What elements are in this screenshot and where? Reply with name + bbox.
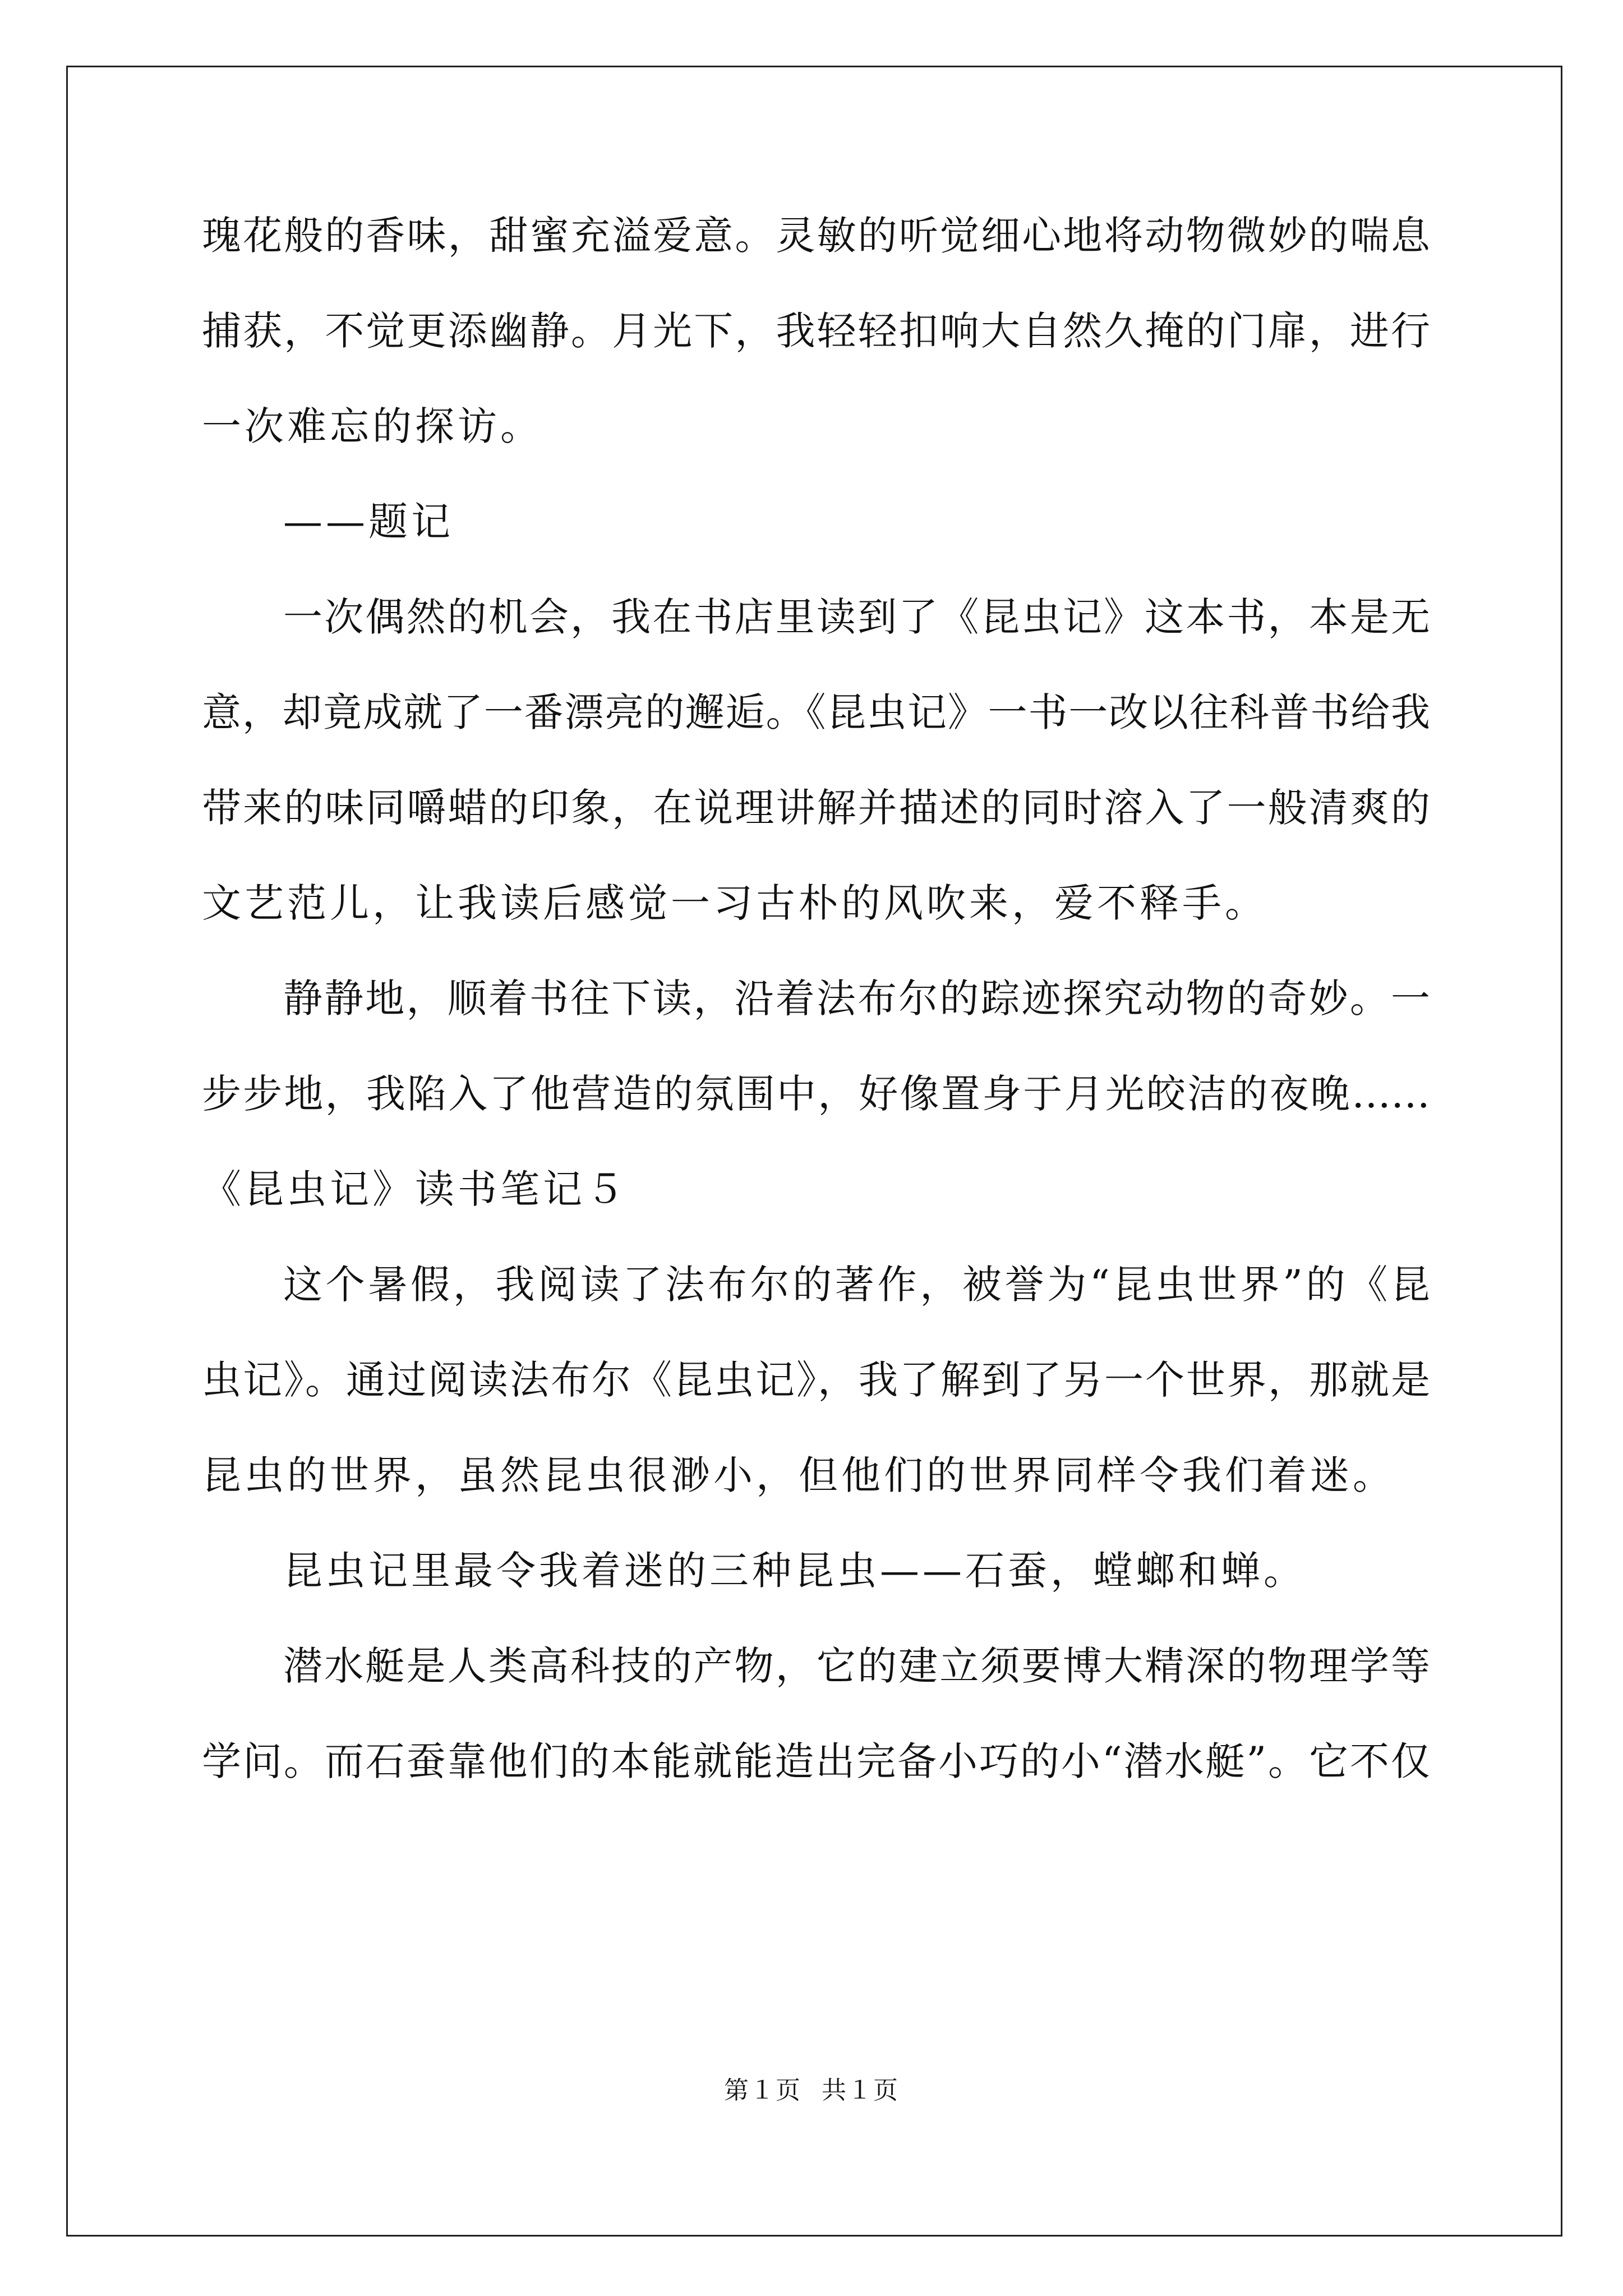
text-line: 捕获，不觉更添幽静。月光下，我轻轻扣响大自然久掩的门扉，进行 — [202, 308, 1430, 354]
text-line: 步步地，我陷入了他营造的氛围中，好像置身于月光皎洁的夜晚…… — [202, 1071, 1430, 1117]
text-line: 昆虫的世界，虽然昆虫很渺小，但他们的世界同样令我们着迷。 — [202, 1452, 1395, 1498]
page-footer — [0, 2070, 1623, 2106]
text-line: 意，却竟成就了一番漂亮的邂逅。《昆虫记》一书一改以往科普书给我 — [202, 689, 1430, 735]
text-line: 这个暑假，我阅读了法布尔的著作，被誉为“昆虫世界”的《昆 — [283, 1262, 1430, 1308]
text-line: 文艺范儿，让我读后感觉一习古朴的风吹来，爱不释手。 — [202, 880, 1267, 926]
text-line: 虫记》。通过阅读法布尔《昆虫记》，我了解到了另一个世界，那就是 — [202, 1357, 1430, 1403]
epigraph-signature: ——题记 — [283, 499, 454, 545]
text-line: 带来的味同嚼蜡的印象，在说理讲解并描述的同时溶入了一般清爽的 — [202, 785, 1430, 831]
text-line: 瑰花般的香味，甜蜜充溢爱意。灵敏的听觉细心地将动物微妙的喘息 — [202, 213, 1430, 259]
text-line: 静静地，顺着书往下读，沿着法布尔的踪迹探究动物的奇妙。一 — [283, 976, 1430, 1022]
text-line: 一次难忘的探访。 — [202, 403, 543, 449]
text-line: 一次偶然的机会，我在书店里读到了《昆虫记》这本书，本是无 — [283, 594, 1430, 640]
text-line: 昆虫记里最令我着迷的三种昆虫——石蚕，螳螂和蝉。 — [283, 1548, 1306, 1594]
page-total: 共１页 — [822, 2076, 899, 2105]
page-border — [66, 66, 1562, 2237]
page-number: 第１页 — [724, 2076, 801, 2105]
section-heading: 《昆虫记》读书笔记５ — [202, 1166, 628, 1212]
text-line: 潜水艇是人类高科技的产物，它的建立须要博大精深的物理学等 — [283, 1643, 1430, 1689]
text-line: 学问。而石蚕靠他们的本能就能造出完备小巧的小“潜水艇”。它不仅 — [202, 1738, 1430, 1784]
